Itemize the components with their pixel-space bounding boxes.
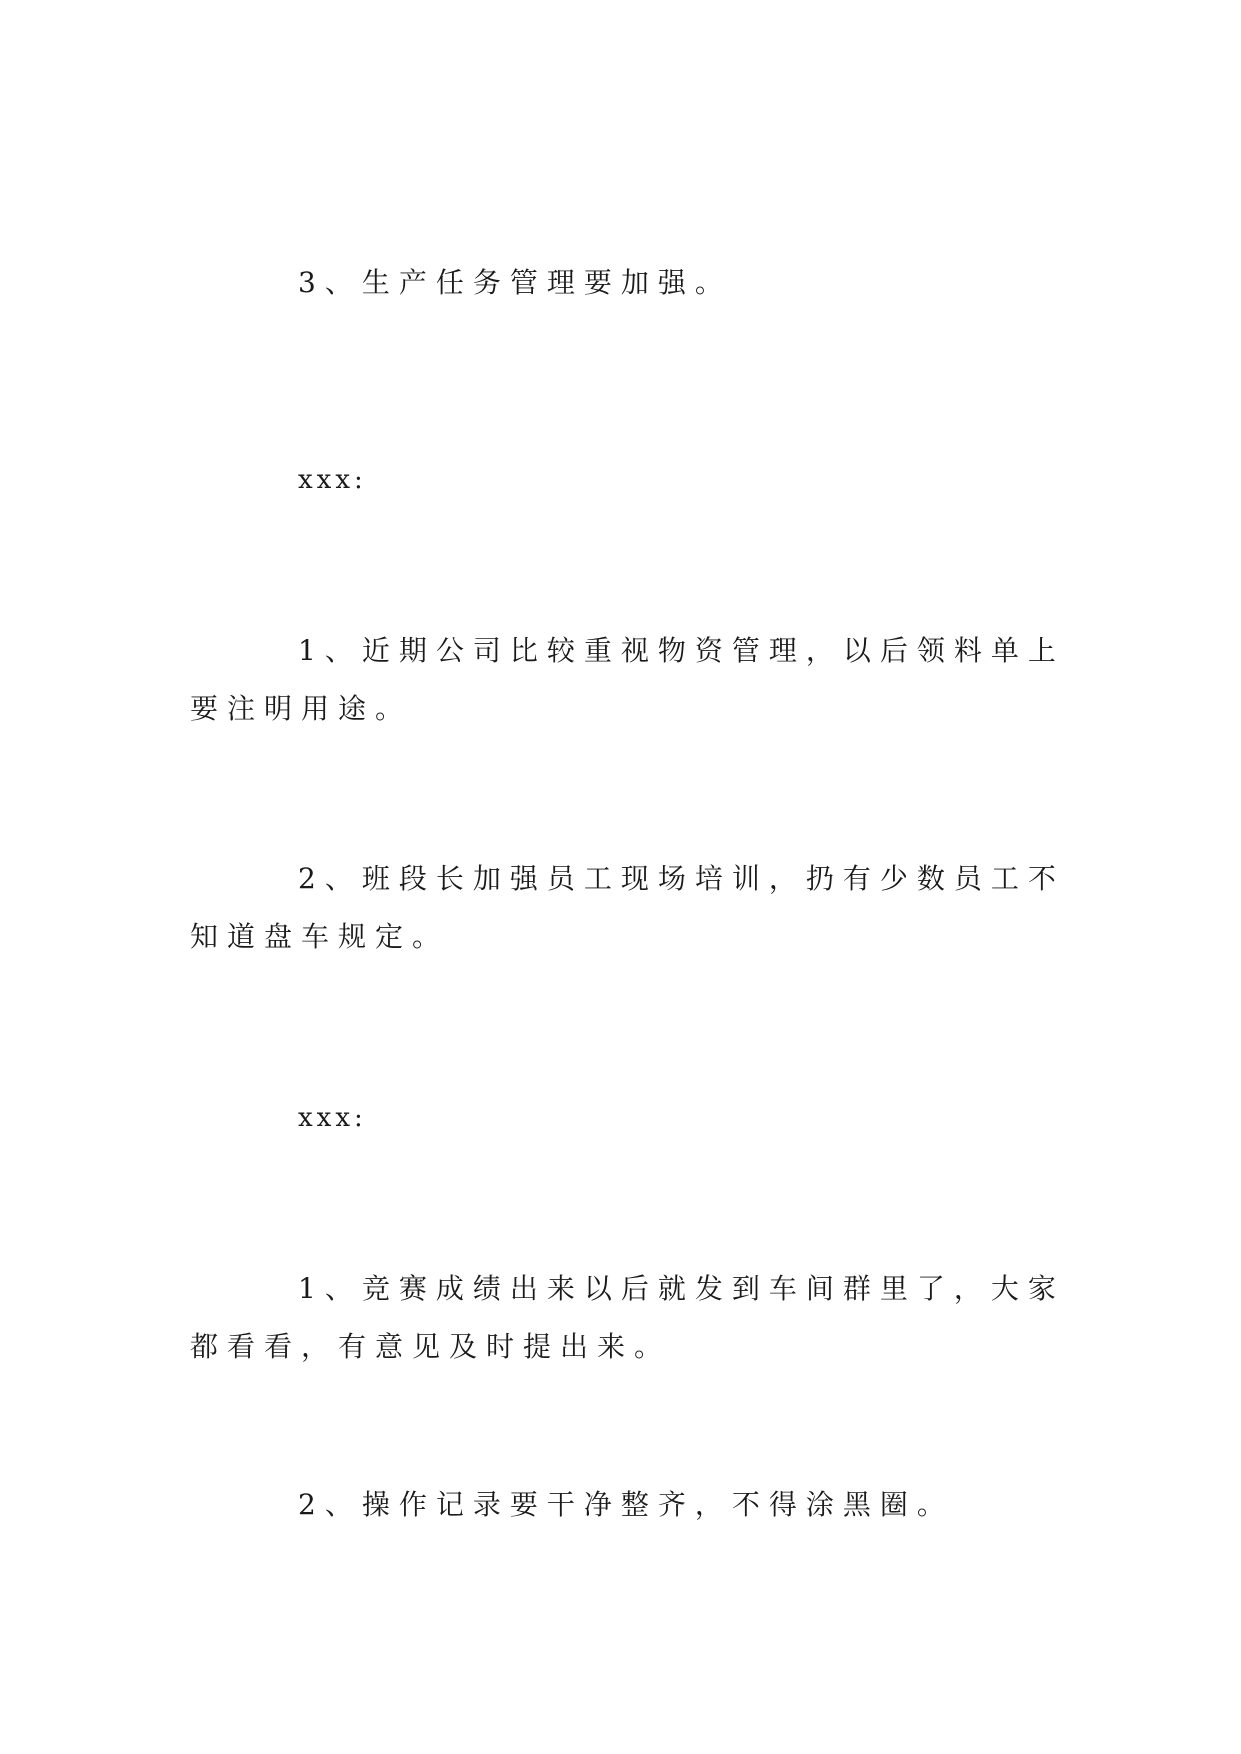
paragraph-item-2-staff-training: 2、班段长加强员工现场培训，扔有少数员工不知道盘车规定。	[190, 862, 1065, 953]
paragraph-item-1-material-management: 1、近期公司比较重视物资管理，以后领料单上要注明用途。	[190, 634, 1065, 725]
paragraph-item-3-production-task: 3、生产任务管理要加强。	[298, 266, 732, 299]
paragraph-item-1-competition-results: 1、竞赛成绩出来以后就发到车间群里了，大家都看看，有意见及时提出来。	[190, 1272, 1065, 1363]
speaker-label-1: xxx:	[298, 465, 367, 495]
paragraph-item-2-operation-records: 2、操作记录要干净整齐，不得涂黑圈。	[298, 1488, 954, 1521]
speaker-label-2: xxx:	[298, 1103, 367, 1133]
